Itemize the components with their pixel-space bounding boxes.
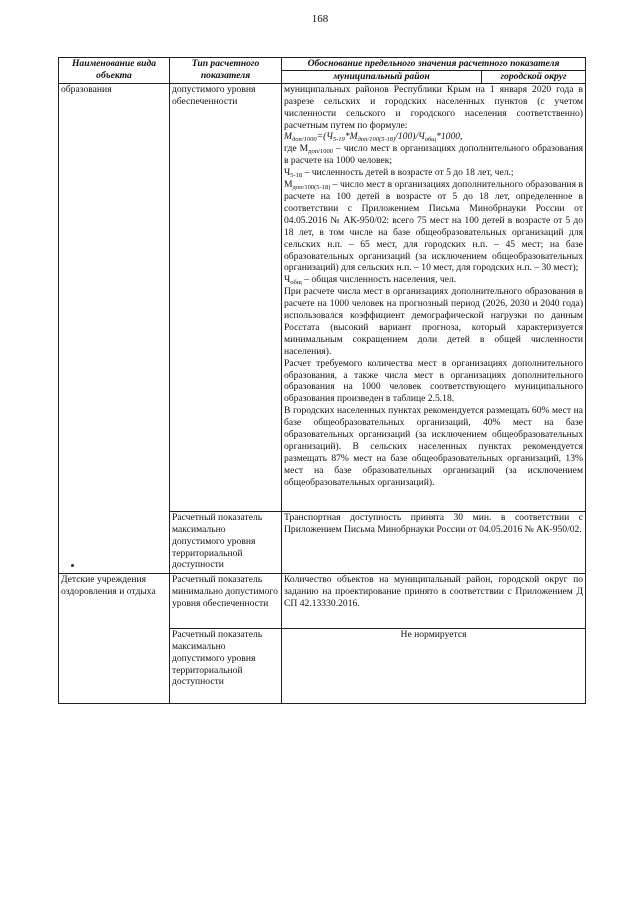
type-cell: Расчетный показатель максимально допустимого уровня территориальной доступности	[170, 628, 282, 703]
paragraph: При расчете числа мест в организациях дополнительного образования в расчете на 1000 человек на прогнозный период (2026, 2030 и 2040 года) использовался коэффициент демографической нагрузки по данным Росстата (высокий вариант прогноза, который характеризуется минимальным сокращением доли детей в общей численности населения).	[284, 286, 584, 357]
object-cell: Детские учреждения оздоровления и отдыха	[59, 573, 170, 703]
paragraph: $М_{доп/100(5-18)}$ – число мест в организациях дополнительного образования в расчете на 100 детей в возрасте от 5 до 18 лет, определенное в соответствии с Приложением Письма Минобрнауки России от 04.05.2016 № АК-950/02: всего 75 мест на 100 детей в возрасте от 5 до 18 лет, в том числе на базе общеобразовательных организаций для сельских н.п. – 65 мест, для городских н.п. – 45 мест; на базе образовательных организаций (за исключением общеобразовательных организаций) для сельских н.п. – 10 мест, для городских н.п. – 30 мест);	[284, 179, 584, 274]
header-object-kind: Наименование вида объекта	[59, 58, 170, 84]
paragraph: $Ч_{общ}$ – общая численность населения, чел.	[284, 274, 457, 287]
paragraph: муниципальных районов Республики Крым на 1 января 2020 года в разрезе сельских и городских населенных пунктов (с учетом численности сельского и городского населения соответственно) расчетным путем по формуле:	[284, 83, 584, 131]
justification-cell: Не нормируется	[282, 628, 586, 703]
justification-cell: Транспортная доступность принята 30 мин. в соответствии с Приложением Письма Минобрнауки России от 04.05.2016 № АК-950/02.	[282, 511, 586, 573]
page-number: 168	[311, 13, 329, 25]
paragraph: $Ч_{5-18}$ – численность детей в возрасте от 5 до 18 лет, чел.;	[284, 167, 514, 180]
table-row	[59, 83, 586, 511]
standards-table	[58, 57, 586, 704]
header-municipal-district: муниципальный район	[282, 70, 482, 83]
formula: $М_{доп/1000}=(Ч_{5-19}*М_{доп/100(5-18)}/100)/Ч_{общ}*1000$,	[284, 131, 463, 144]
paragraph: Расчет требуемого количества мест в организациях дополнительного образования, а также числа мест в организациях дополнительного образования на 1000 человек соответствующего муниципального образования произведен в таблице 2.5.18.	[284, 357, 584, 405]
justification-cell: Количество объектов на муниципальный район, городской округ по заданию на проектирование принято в соответствии с Приложением Д СП 42.13330.2016.	[282, 573, 586, 628]
type-cell: Расчетный показатель максимально допустимого уровня территориальной доступности	[170, 511, 282, 573]
paragraph: В городских населенных пунктах рекомендуется размещать 60% мест на базе общеобразовательных организаций, 40% мест на базе образовательных организаций (за исключением общеобразовательных организаций). В сельских населенных пунктах рекомендуется размещать 87% мест на базе общеобразовательных организаций, 13% мест на базе образовательных организаций (за исключением общеобразовательных организаций).	[284, 405, 584, 488]
table-header-row	[59, 58, 586, 71]
scan-speck	[71, 564, 74, 567]
header-indicator-type: Тип расчетного показателя	[170, 58, 282, 84]
type-cell: допустимого уровня обеспеченности	[170, 83, 282, 511]
table-row	[59, 573, 586, 628]
header-justification: Обоснование предельного значения расчетного показателя	[282, 58, 586, 71]
paragraph: где $М_{доп/1000}$ – число мест в организациях дополнительного образования в расчете на 1000 человек;	[284, 143, 584, 167]
object-cell: образования	[59, 83, 170, 573]
justification-cell	[282, 83, 586, 511]
header-urban-district: городской округ	[482, 70, 586, 83]
type-cell: Расчетный показатель минимально допустимого уровня обеспеченности	[170, 573, 282, 628]
